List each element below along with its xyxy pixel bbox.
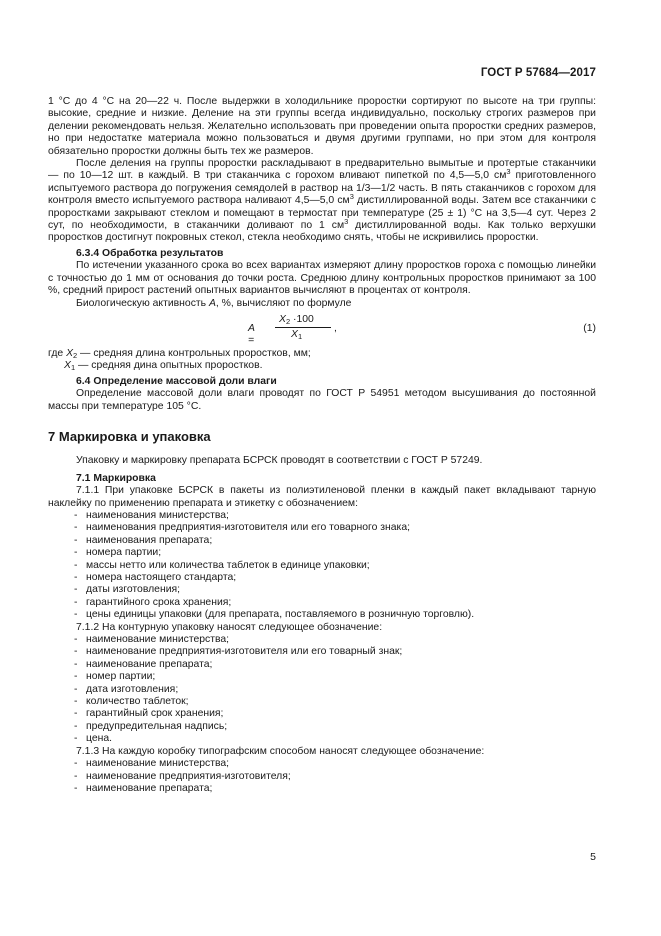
formula-lhs: А = (248, 322, 255, 347)
subsection-heading-6-3-4: 6.3.4 Обработка результатов (76, 247, 224, 259)
list-item: - наименование министерства; (76, 758, 596, 770)
subsection-heading-7-1: 7.1 Маркировка (76, 472, 156, 484)
paragraph-7-1-2: 7.1.2 На контурную упаковку наносят следующее обозначение: (76, 621, 383, 633)
list-7-1-3 (48, 758, 596, 795)
document-page (48, 0, 596, 936)
paragraph-7-1-3: 7.1.3 На каждую коробку типографским способом наносят следующее обозначение: (76, 745, 485, 757)
paragraph-7-1-1: 7.1.1 При упаковке БСРСК в пакеты из полиэтиленовой пленки в каждый пакет вкладывают тарную наклейку по применению препарата и этикетку с обозначением: (48, 485, 596, 509)
list-item: - предупредительная надпись; (76, 721, 596, 733)
list-item: - дата изготовления; (76, 684, 596, 696)
list-item: - наименования министерства; (76, 510, 596, 522)
list-item: - наименование препарата; (76, 659, 596, 671)
formula-number: (1) (583, 322, 596, 334)
paragraph-section7-intro: Упаковку и маркировку препарата БСРСК проводят в соответствии с ГОСТ Р 57249. (76, 455, 483, 467)
paragraph-moisture: Определение массовой доли влаги проводят по ГОСТ Р 54951 методом высушивания до постоянной массы при температуре 105 °С. (48, 388, 596, 412)
superscript-3: 3 (344, 217, 349, 227)
list-7-1-1 (48, 510, 596, 622)
paragraph-results: По истечении указанного срока во всех вариантах измеряют длину проростков гороха с помощью линейки с точностью до 1 мм от основания до точки роста. Среднюю длину контрольных проростков принимают за 100 %, средний прирост растений опытных вариантов вычисляют в процентах от контроля. (48, 260, 596, 297)
paragraph-formula-intro: Биологическую активность А, %, вычисляют по формуле (76, 297, 352, 309)
subsection-heading-6-4: 6.4 Определение массовой доли влаги (76, 375, 277, 387)
list-item: - цена. (76, 733, 596, 745)
formula-1: А = $X_2 \cdot 100$ $X_1$ , (1) (248, 313, 596, 347)
legend-x2: где $X_2$ — средняя длина контрольных проростков, мм; (48, 347, 311, 360)
list-item: - даты изготовления; (76, 584, 596, 596)
formula-denominator: $X_1$ (291, 328, 303, 341)
list-item: - гарантийного срока хранения; (76, 597, 596, 609)
list-item: - номера партии; (76, 547, 596, 559)
document-header: ГОСТ Р 57684—2017 (480, 67, 596, 79)
paragraph-sorting: После деления на группы проростки раскладывают в предварительно вымытые и протертые стаканчики — по 10—12 шт. в каждый. В три стаканчика с горохом вливают пипеткой по 4,5—5,0 $см^3$ приготовленного испытуемого раствора до погружения семядолей в раствор на 1/3—1/2 часть. В пять стаканчиков с горохом для контроля вместо испытуемого раствора наливают 4,5—5,0 $см^3$ дистиллированной воды. Затем все стаканчики с проростками закрывают стеклом и помещают в термостат при температуре (25 ± 1) °С на 3,5—4 сут. Через 2 сут, по необходимости, в стаканчики доливают по 1 $см^3$ дистиллированной воды. Как только верхушки проростков достигнут покровных стекол, стекла необходимо снять, чтобы не искривились проростки. (48, 158, 596, 244)
list-item: - наименование министерства; (76, 634, 596, 646)
paragraph-continuation: 1 °С до 4 °С на 20—22 ч. После выдержки в холодильнике проростки сортируют по высоте на три группы: высокие, средние и низкие. Деление на эти группы всегда индивидуально, поскольку строгих размеров при делении рекомендовать нельзя. Желательно использовать при проведении опыта проростки средних размеров, но при недостатке материала можно пользоваться и двумя другими группами, но при этом для контроля обязательно проростки должны быть тех же размеров. (48, 96, 596, 157)
list-item: - цены единицы упаковки (для препарата, поставляемого в розничную торговлю). (76, 609, 596, 621)
superscript-3: 3 (349, 192, 354, 202)
list-7-1-2 (48, 634, 596, 746)
fraction-bar (275, 327, 331, 328)
list-item: - наименование предприятия-изготовителя; (76, 771, 596, 783)
formula-numerator: $X_2 \cdot 100$ (279, 313, 314, 326)
formula-legend (48, 348, 596, 373)
page-number: 5 (590, 851, 596, 863)
list-item: - номер партии; (76, 671, 596, 683)
list-item: - номера настоящего стандарта; (76, 572, 596, 584)
list-item: - гарантийный срок хранения; (76, 708, 596, 720)
list-item: - наименования препарата; (76, 535, 596, 547)
document-body (48, 96, 596, 795)
list-item: - наименование предприятия-изготовителя или его товарный знак; (76, 646, 596, 658)
section-heading-7: 7 Маркировка и упаковка (48, 428, 211, 444)
list-item: - наименование препарата; (76, 783, 596, 795)
list-item: - количество таблеток; (76, 696, 596, 708)
list-item: - массы нетто или количества таблеток в единице упаковки; (76, 560, 596, 572)
list-item: - наименования предприятия-изготовителя или его товарного знака; (76, 522, 596, 534)
legend-x1: $X_1$ — средняя дина опытных проростков. (64, 360, 263, 373)
superscript-3: 3 (506, 167, 511, 177)
